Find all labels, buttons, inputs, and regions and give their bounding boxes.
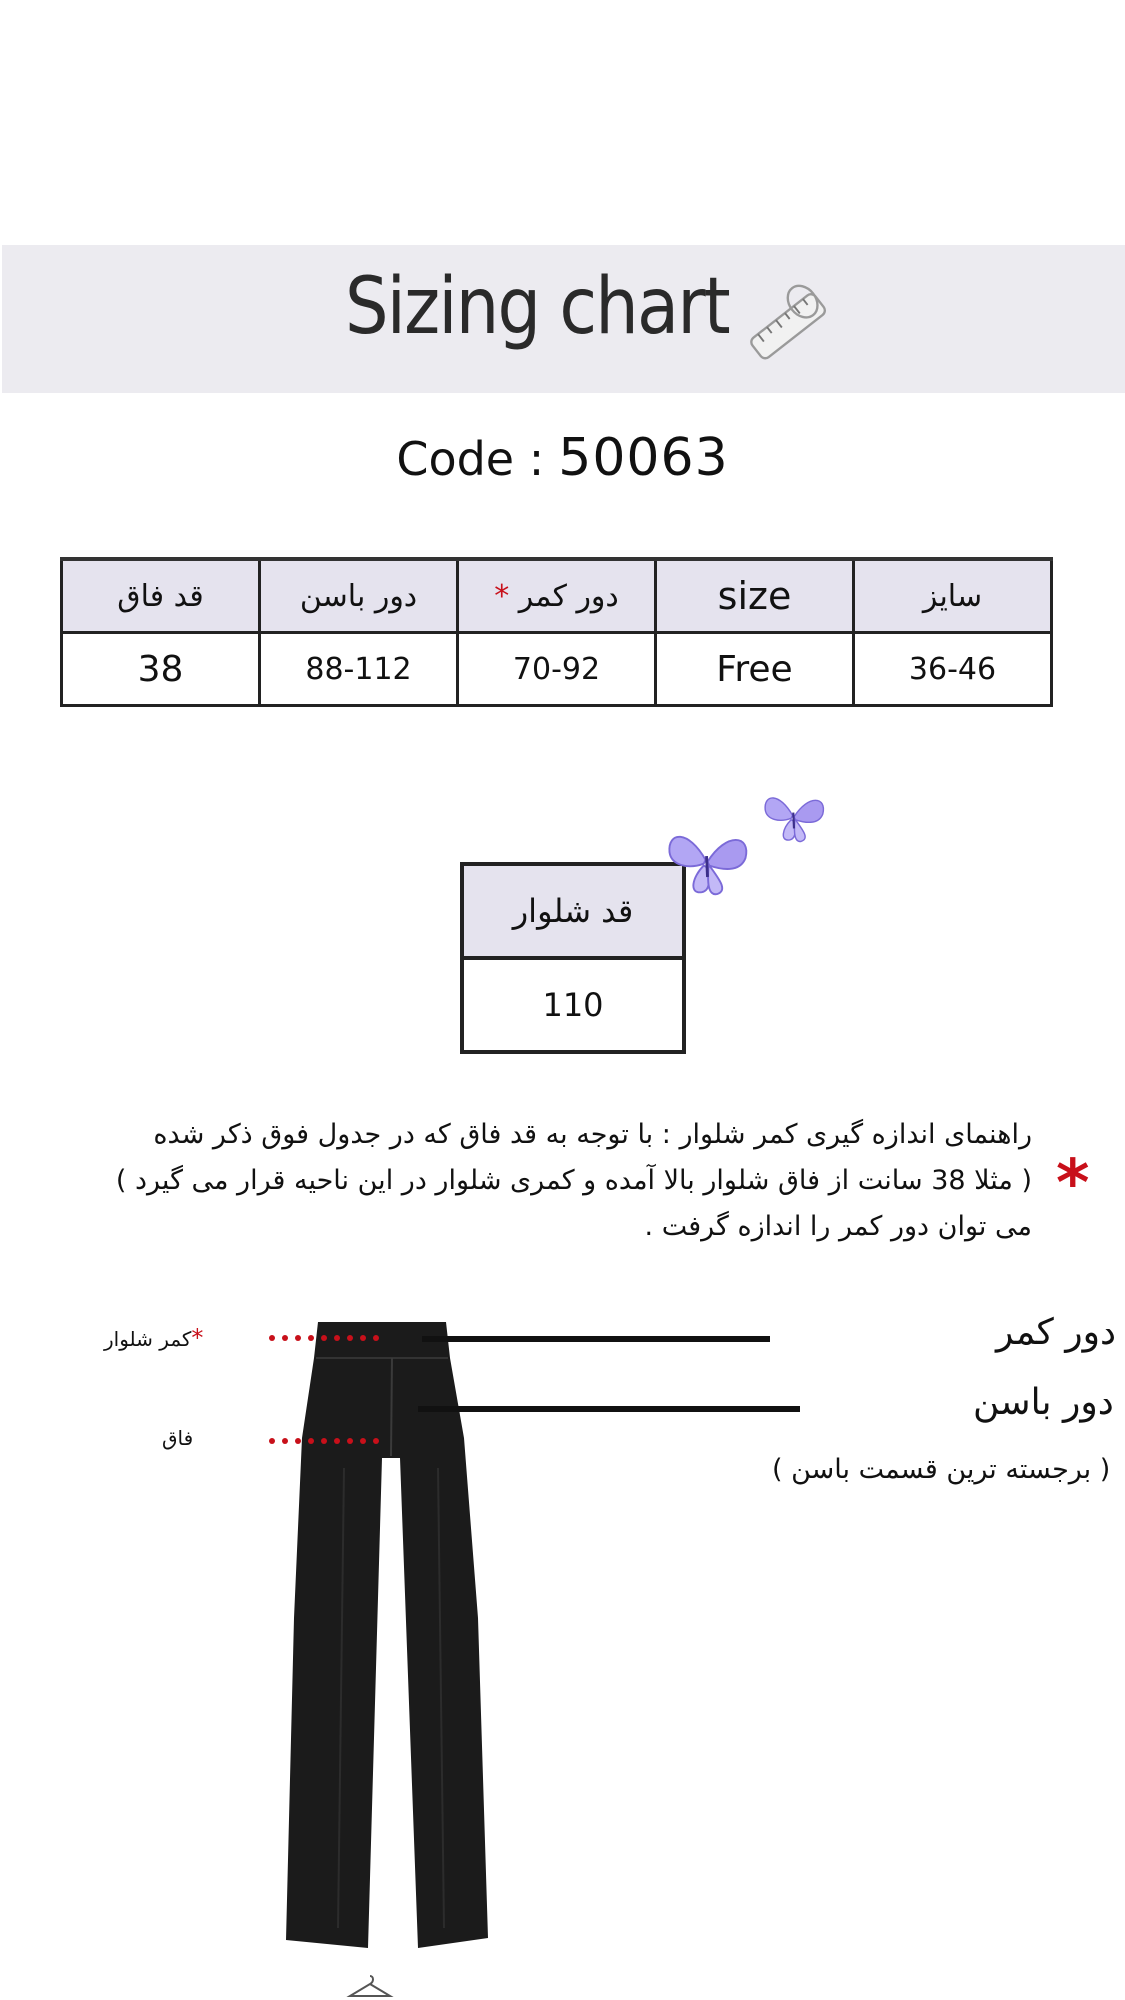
length-table-header-row: [462, 864, 684, 958]
cell-size-en: Free: [656, 633, 854, 706]
header-waist-label: دور کمر: [518, 578, 619, 614]
size-table: [60, 557, 1053, 707]
guide-line-1: راهنمای اندازه گیری کمر شلوار : با توجه به قد فاق که در جدول فوق ذکر شده: [153, 1119, 1032, 1150]
header-size-fa: سایز: [854, 559, 1052, 633]
length-table: [460, 862, 686, 1054]
cell-crotch: 38: [62, 633, 260, 706]
waist-pointer-line: [422, 1336, 770, 1342]
size-table-header-row: [62, 559, 1052, 633]
butterfly-icon: [758, 778, 830, 850]
hip-label: دور باسن: [973, 1382, 1114, 1423]
measuring-tape-icon: [740, 278, 835, 373]
code-label: Code :: [396, 432, 545, 486]
waistband-label: [104, 1324, 207, 1352]
header-hip: دور باسن: [260, 559, 458, 633]
asterisk-icon: *: [1056, 1147, 1090, 1221]
code-value: 50063: [558, 428, 729, 488]
asterisk-icon: *: [494, 578, 510, 614]
cell-hip: 88-112: [260, 633, 458, 706]
size-table-row: [62, 633, 1052, 706]
cell-size-fa: 36-46: [854, 633, 1052, 706]
waist-label: دور کمر: [996, 1312, 1117, 1353]
product-code: [0, 428, 1125, 488]
crotch-label: فاق: [162, 1426, 194, 1450]
pants-illustration: [282, 1318, 498, 1958]
header-waist: [458, 559, 656, 633]
hanger-icon: [346, 1972, 394, 2000]
hip-note: ( برجسته ترین قسمت باسن ): [772, 1454, 1111, 1485]
header-size-en: size: [656, 559, 854, 633]
waistband-label-text: کمر شلوار: [104, 1327, 192, 1351]
cell-waist: 70-92: [458, 633, 656, 706]
butterfly-icon: [660, 808, 755, 908]
guide-line-2: ( مثلا 38 سانت از فاق شلوار بالا آمده و کمری شلوار در این ناحیه قرار می گیرد ): [115, 1165, 1032, 1196]
hip-pointer-line: [418, 1406, 800, 1412]
crotch-dotted-line: [268, 1437, 380, 1445]
header-crotch: قد فاق: [62, 559, 260, 633]
measuring-guide: [20, 1112, 1032, 1250]
cell-pants-length: 110: [462, 958, 684, 1052]
header-pants-length: قد شلوار: [462, 864, 684, 958]
asterisk-icon: *: [191, 1324, 204, 1352]
page-title: Sizing chart: [345, 262, 729, 352]
waistband-dotted-line: [268, 1334, 380, 1342]
guide-line-3: می توان دور کمر را اندازه گرفت .: [644, 1211, 1032, 1242]
length-table-row: [462, 958, 684, 1052]
